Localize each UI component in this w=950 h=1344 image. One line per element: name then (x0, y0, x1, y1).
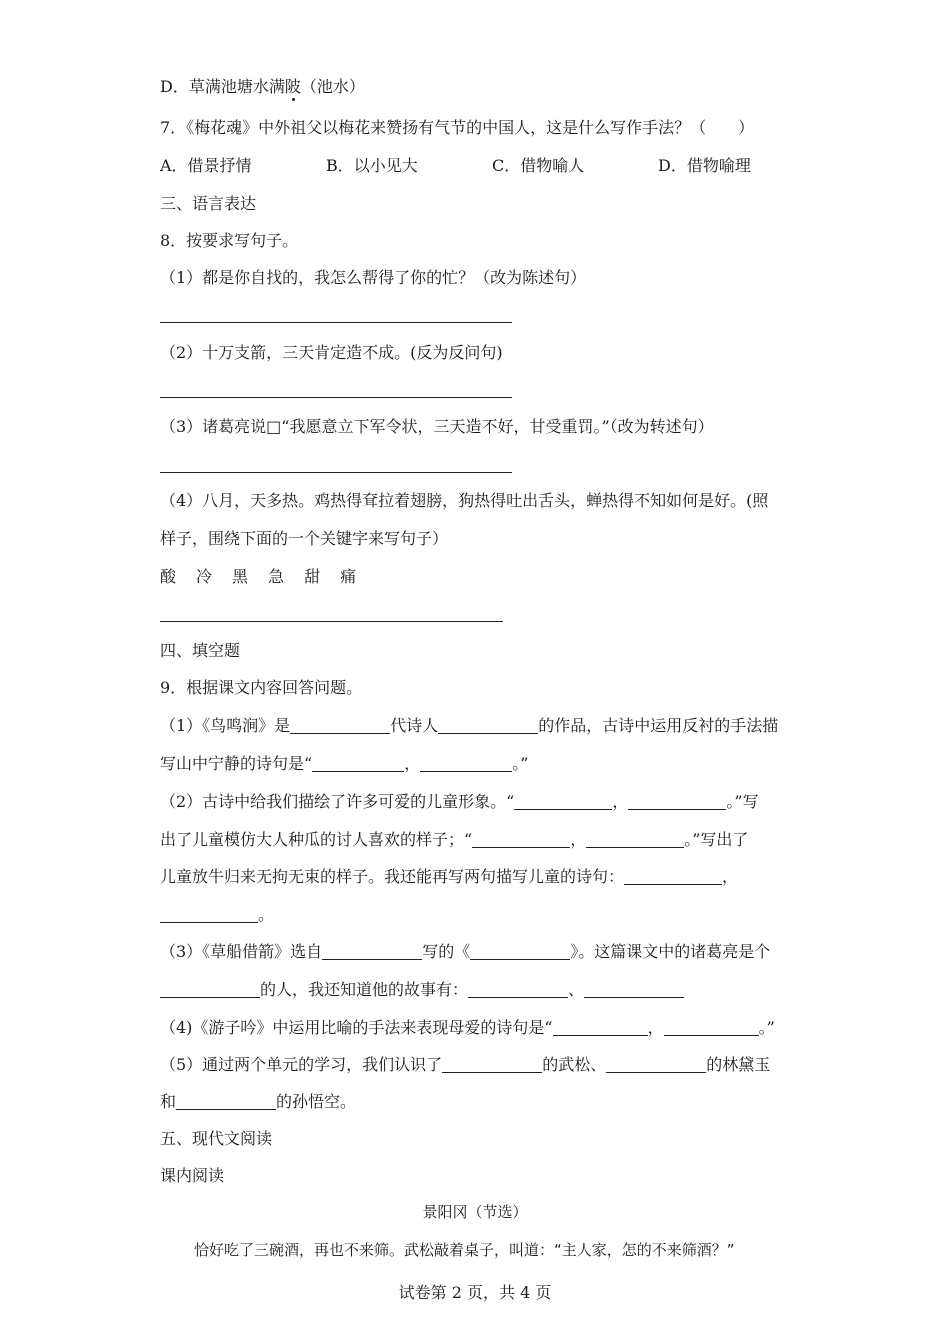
fill-blank[interactable] (322, 943, 422, 960)
page-footer: 试卷第 2 页，共 4 页 (398, 1283, 552, 1302)
q8-sentence-4-line1: （4）八月，天多热。鸡热得耷拉着翅膀，狗热得吐出舌头，蝉热得不知如何是好。(照 (160, 491, 769, 510)
q9-part1-line2: 写山中宁静的诗句是“ ， 。” (160, 754, 529, 773)
q9-part1-line1: （1）《鸟鸣涧》是 代诗人 的作品，古诗中运用反衬的手法描 (160, 716, 779, 735)
q7-option-a: A．借景抒情 (160, 156, 252, 175)
fill-blank[interactable] (514, 793, 612, 810)
q7-stem: 7．《梅花魂》中外祖父以梅花来赞扬有气节的中国人，这是什么写作手法？（ ） (160, 118, 755, 137)
fill-blank[interactable] (628, 793, 726, 810)
emphasis-dot-char: 陂 (284, 77, 301, 96)
key-char: 黑 (232, 567, 249, 586)
fill-blank[interactable] (176, 1093, 276, 1110)
key-char: 冷 (196, 567, 213, 586)
key-char: 甜 (304, 567, 321, 586)
section-heading-5: 五、现代文阅读 (160, 1129, 273, 1148)
fill-blank[interactable] (624, 868, 722, 885)
fill-blank[interactable] (420, 755, 512, 772)
fill-blank[interactable] (290, 717, 390, 734)
fill-blank[interactable] (160, 981, 260, 998)
fill-blank[interactable] (584, 981, 684, 998)
q9-part2-line2: 出了儿童模仿大人种瓜的讨人喜欢的样子；“ ， 。”写出了 (160, 830, 749, 849)
q9-part2-line1: （2）古诗中给我们描绘了许多可爱的儿童形象。“ ， 。”写 (160, 792, 759, 811)
passage-line-1: 恰好吃了三碗酒，再也不来筛。武松敲着桌子，叫道：“主人家，怎的不来筛酒？” (194, 1241, 735, 1259)
q8-sentence-1: （1）都是你自找的，我怎么帮得了你的忙？（改为陈述句） (160, 268, 587, 287)
q9-stem: 9．根据课文内容回答问题。 (160, 678, 363, 697)
fill-blank[interactable] (438, 717, 538, 734)
q9-part5-line1: （5）通过两个单元的学习，我们认识了 的武松、 的林黛玉 (160, 1055, 771, 1074)
q8-stem: 8．按要求写句子。 (160, 231, 299, 250)
answer-line-2[interactable] (160, 397, 512, 398)
fill-blank[interactable] (160, 906, 258, 923)
fill-blank[interactable] (472, 831, 570, 848)
fill-blank[interactable] (586, 831, 684, 848)
q7-options (160, 155, 751, 177)
q9-part3-line1: （3）《草船借箭》选自 写的《 》。这篇课文中的诸葛亮是个 (160, 942, 771, 961)
q9-part2-line3: 儿童放牛归来无拘无束的样子。我还能再写两句描写儿童的诗句： ， (160, 867, 739, 886)
q7-option-b: B．以小见大 (326, 156, 418, 175)
section-heading-3: 三、语言表达 (160, 194, 257, 213)
answer-line-4[interactable] (160, 621, 503, 622)
answer-line-3[interactable] (160, 472, 512, 473)
q9-part4: （4)《游子吟》中运用比喻的手法来表现母爱的诗句是“ ， 。” (160, 1018, 775, 1037)
answer-line-1[interactable] (160, 322, 512, 323)
q6-option-d: D．草满池塘水满陂（池水） (160, 77, 365, 96)
q8-sentence-3: （3）诸葛亮说□“我愿意立下军令状，三天造不好，甘受重罚。”（改为转述句） (160, 417, 714, 436)
key-char: 痛 (340, 567, 357, 586)
q9-part5-line2: 和 的孙悟空。 (160, 1092, 357, 1111)
section-heading-4: 四、填空题 (160, 641, 241, 660)
key-char: 急 (268, 567, 285, 586)
q8-sentence-4-line2: 样子，围绕下面的一个关键字来写句子） (160, 529, 449, 548)
fill-blank[interactable] (442, 1056, 542, 1073)
q7-option-c: C．借物喻人 (492, 156, 585, 175)
passage-title: 景阳冈（节选） (422, 1203, 528, 1221)
reading-label: 课内阅读 (160, 1166, 225, 1185)
q7-option-d: D．借物喻理 (658, 156, 751, 175)
fill-blank[interactable] (553, 1019, 648, 1036)
fill-blank[interactable] (606, 1056, 706, 1073)
fill-blank[interactable] (664, 1019, 759, 1036)
fill-blank[interactable] (468, 981, 568, 998)
key-char: 酸 (160, 567, 177, 586)
q9-part3-line2: 的人，我还知道他的故事有： 、 (160, 979, 684, 1001)
q8-sentence-2: （2）十万支箭，三天肯定造不成。(反为反问句) (160, 343, 503, 362)
q8-key-chars (160, 566, 356, 588)
q9-part2-line4: 。 (160, 904, 274, 926)
fill-blank[interactable] (470, 943, 570, 960)
fill-blank[interactable] (312, 755, 404, 772)
